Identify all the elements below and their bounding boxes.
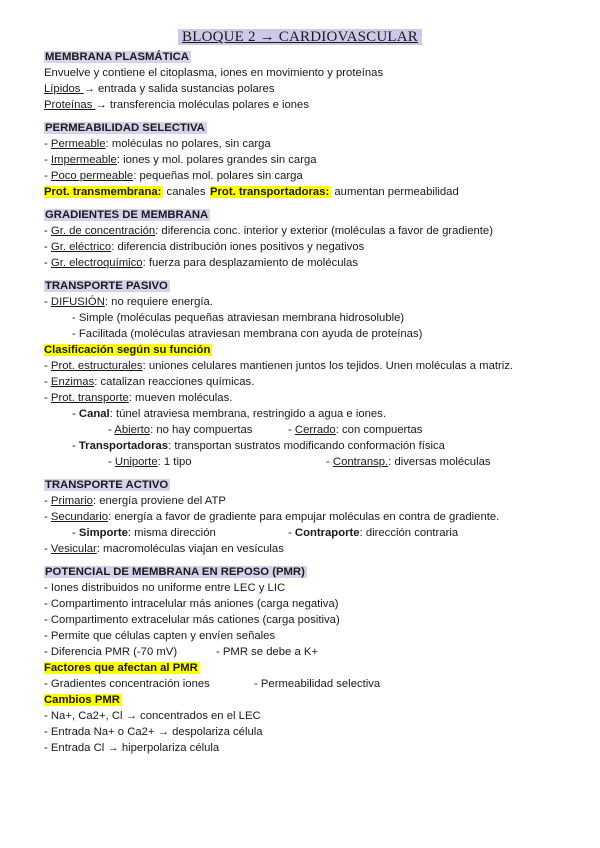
text-line: Envuelve y contiene el citoplasma, iones en movimiento y proteínas [44, 67, 384, 79]
document-content [44, 49, 584, 756]
list-item: - Primario: energía proviene del ATP [44, 495, 226, 507]
section-heading-pmr: POTENCIAL DE MEMBRANA EN REPOSO (PMR) [45, 566, 305, 578]
list-item: - Prot. estructurales: uniones celulares mantienen juntos los tejidos. Unen moléculas a matriz. [44, 360, 514, 372]
list-item: - Na+, Ca2+, Cl → concentrados en el LEC [44, 710, 261, 722]
list-item: - Iones distribuidos no uniforme entre LEC y LIC [44, 582, 286, 594]
list-item: - Enzimas: catalizan reacciones químicas. [44, 376, 255, 388]
list-item: - Impermeable: iones y mol. polares grandes sin carga [44, 154, 317, 166]
list-item: - DIFUSIÓN: no requiere energía. [44, 296, 213, 308]
list-item: - Prot. transporte: mueven moléculas. [44, 392, 233, 404]
list-item: - Canal: túnel atraviesa membrana, restringido a agua e iones. [72, 408, 386, 420]
list-item: - Poco permeable: pequeñas mol. polares sin carga [44, 170, 303, 182]
list-item: - Entrada Na+ o Ca2+ → despolariza célula [44, 726, 263, 738]
list-item: - Secundario: energía a favor de gradiente para empujar moléculas en contra de gradiente. [44, 511, 500, 523]
list-item: - Gr. de concentración: diferencia conc. interior y exterior (moléculas a favor de gradiente) [44, 225, 493, 237]
document-title: BLOQUE 2 → CARDIOVASCULAR [178, 29, 422, 45]
section-heading-gradientes: GRADIENTES DE MEMBRANA [45, 209, 209, 221]
list-item: - Compartimento intracelular más aniones (carga negativa) [44, 598, 339, 610]
list-item: - Permeable: moléculas no polares, sin carga [44, 138, 271, 150]
list-item: - Gr. eléctrico: diferencia distribución iones positivos y negativos [44, 241, 365, 253]
list-item: - Entrada Cl → hiperpolariza célula [44, 742, 220, 754]
list-item: - Simporte: misma dirección - Contraporte: dirección contraria [72, 527, 459, 539]
highlight-transmembrana: Prot. transmembrana: [44, 186, 162, 198]
list-item: - Transportadoras: transportan sustratos modificando conformación física [72, 440, 445, 452]
list-item: - Uniporte: 1 tipo - Contransp.: diversas moléculas [108, 456, 491, 468]
section-heading-membrana: MEMBRANA PLASMÁTICA [45, 51, 189, 63]
highlight-cambios: Cambios PMR [44, 694, 120, 706]
document-title-block [0, 29, 600, 46]
section-heading-pasivo: TRANSPORTE PASIVO [45, 280, 168, 292]
list-item: - Permite que células capten y envíen señales [44, 630, 276, 642]
section-heading-activo: TRANSPORTE ACTIVO [45, 479, 169, 491]
list-item: - Gradientes concentración iones - Permeabilidad selectiva [44, 678, 381, 690]
list-item: - Compartimento extracelular más cationes (carga positiva) [44, 614, 340, 626]
section-heading-permeabilidad: PERMEABILIDAD SELECTIVA [45, 122, 205, 134]
text-line: Lípidos → entrada y salida sustancias polares [44, 83, 275, 95]
list-item: - Simple (moléculas pequeñas atraviesan membrana hidrosoluble) [72, 312, 405, 324]
text-line: Proteínas → transferencia moléculas polares e iones [44, 99, 309, 111]
list-item: - Abierto: no hay compuertas - Cerrado: con compuertas [108, 424, 423, 436]
highlight-clasificacion: Clasificación según su función [44, 344, 211, 356]
list-item: - Facilitada (moléculas atraviesan membrana con ayuda de proteínas) [72, 328, 423, 340]
list-item: - Gr. electroquímico: fuerza para desplazamiento de moléculas [44, 257, 358, 269]
text-line: Prot. transmembrana: canales Prot. transportadoras: aumentan permeabilidad [44, 186, 459, 198]
list-item: - Vesicular: macromoléculas viajan en vesículas [44, 543, 284, 555]
highlight-factores: Factores que afectan al PMR [44, 662, 198, 674]
list-item: - Diferencia PMR (-70 mV) - PMR se debe a K+ [44, 646, 319, 658]
highlight-transportadoras: Prot. transportadoras: [210, 186, 330, 198]
